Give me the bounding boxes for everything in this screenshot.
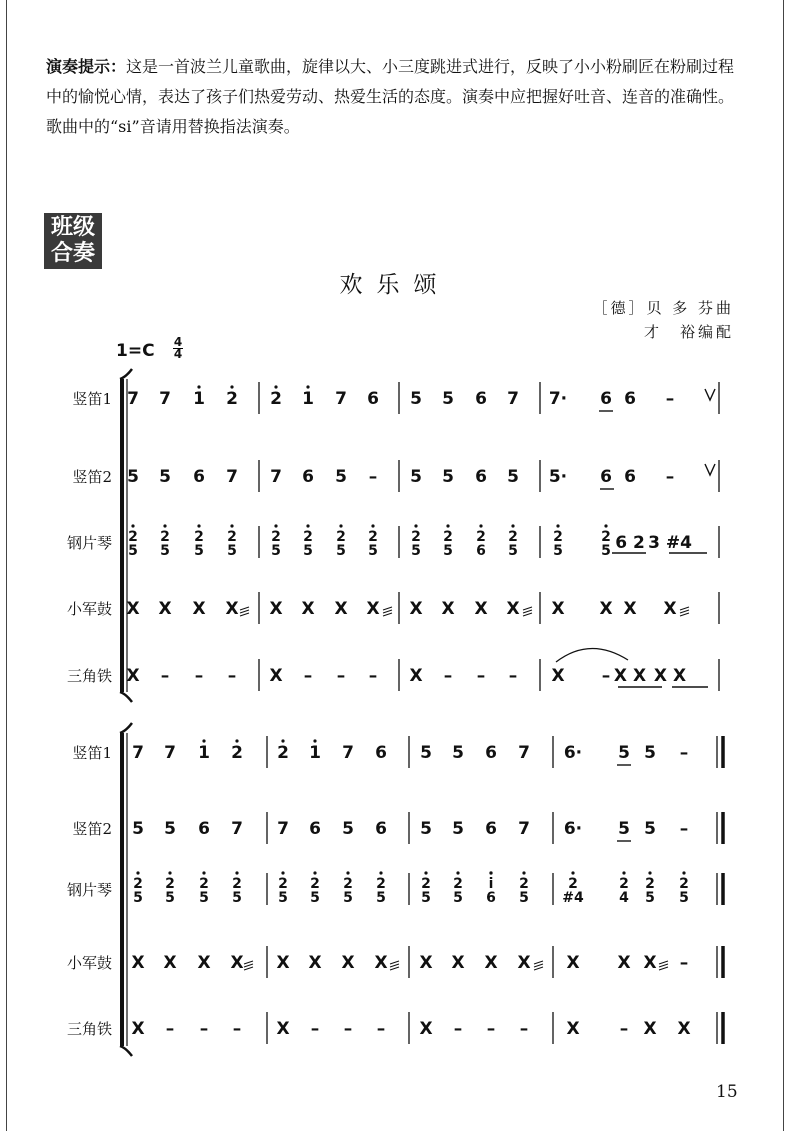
note: X	[506, 599, 520, 619]
note: 6	[193, 467, 205, 487]
chord-note-upper: 2	[619, 876, 629, 892]
note: 6	[485, 743, 497, 763]
note: 6 2	[615, 533, 645, 553]
note: 5	[410, 467, 422, 487]
note: 7	[231, 819, 243, 839]
chord-note-lower: 6	[476, 543, 486, 559]
note: –	[310, 1019, 320, 1039]
note: –	[368, 666, 378, 686]
chord-note-upper: 2	[519, 876, 529, 892]
note: X	[409, 666, 423, 686]
note: 6	[624, 389, 636, 409]
note: 2	[270, 389, 282, 409]
tie-arc	[556, 648, 628, 662]
note: 5	[644, 743, 656, 763]
chord-note-upper: 2	[165, 876, 175, 892]
chord-note-upper: 2	[227, 529, 237, 545]
note: –	[453, 1019, 463, 1039]
note: –	[227, 666, 237, 686]
note: –	[165, 1019, 175, 1039]
bracket-top-hook	[120, 723, 132, 733]
chord-note-lower: 5	[411, 543, 421, 559]
roll-mark	[240, 610, 249, 613]
song-title: 欢乐颂	[339, 272, 451, 298]
octave-dot	[235, 871, 238, 874]
octave-dot	[371, 524, 374, 527]
chord-note-lower: 5	[133, 890, 143, 906]
note: –	[679, 743, 689, 763]
chord-note-lower: 5	[553, 543, 563, 559]
instrument-label: 三角铁	[66, 1020, 112, 1038]
note: X	[663, 599, 677, 619]
roll-mark	[523, 613, 532, 616]
chord-note-upper: 2	[336, 529, 346, 545]
hint-text: 这是一首波兰儿童歌曲，旋律以大、小三度跳进式进行，反映了小小粉刷匠在粉刷过程中的愉悦心情，表达了孩子们热爱劳动、热爱生活的态度。演奏中应把握好吐音、连音的准确性。歌曲中的“si”音请用替换指法演奏。	[46, 57, 735, 136]
note: –	[336, 666, 346, 686]
roll-mark	[240, 607, 249, 610]
chord-note-upper: 2	[128, 529, 138, 545]
octave-dot	[339, 524, 342, 527]
note: 6	[485, 819, 497, 839]
note: X	[566, 1019, 580, 1039]
note: –	[679, 819, 689, 839]
note: 7	[127, 389, 139, 409]
octave-dot	[682, 871, 685, 874]
chord-note-lower: 5	[421, 890, 431, 906]
note: X	[551, 666, 565, 686]
chord-note-lower: 5	[303, 543, 313, 559]
note: 7	[518, 743, 530, 763]
note: X	[419, 1019, 433, 1039]
octave-dot	[489, 871, 492, 874]
time-signature-top: 4	[173, 335, 183, 349]
chord-note-upper: 2	[679, 876, 689, 892]
chord-note-upper: 2	[601, 529, 611, 545]
note: X	[158, 599, 172, 619]
note: 7	[342, 743, 354, 763]
instrument-label: 钢片琴	[66, 881, 112, 899]
chord-note-upper: 2	[368, 529, 378, 545]
chord-note-lower: 4	[619, 890, 629, 906]
chord-note-lower: 5	[601, 543, 611, 559]
chord-note-upper: 2	[376, 876, 386, 892]
note: 7	[277, 819, 289, 839]
roll-mark	[523, 607, 532, 610]
note: X	[131, 1019, 145, 1039]
note: X	[126, 599, 140, 619]
chord-note-upper: 2	[645, 876, 655, 892]
note: 6	[367, 389, 379, 409]
note: 7	[518, 819, 530, 839]
note: –	[343, 1019, 353, 1039]
octave-dot	[306, 385, 309, 388]
chord-note-lower: 5	[645, 890, 655, 906]
composer-credit: ［德］贝 多 芬曲	[592, 299, 734, 317]
roll-mark	[659, 964, 668, 967]
chord-note-lower: 5	[199, 890, 209, 906]
note: X	[308, 953, 322, 973]
note: X	[551, 599, 565, 619]
note: 2	[226, 389, 238, 409]
note: 1	[309, 743, 321, 763]
octave-dot	[556, 524, 559, 527]
chord-note-lower: 5	[376, 890, 386, 906]
note: X	[419, 953, 433, 973]
note: 2	[231, 743, 243, 763]
note: 6	[600, 389, 612, 409]
note: X	[623, 599, 637, 619]
note: 5	[335, 467, 347, 487]
note: –	[679, 953, 689, 973]
note: X	[341, 953, 355, 973]
roll-mark	[523, 610, 532, 613]
octave-dot	[202, 871, 205, 874]
octave-dot	[446, 524, 449, 527]
note: X	[409, 599, 423, 619]
chord-note-lower: 5	[310, 890, 320, 906]
chord-note-upper: i	[488, 876, 494, 892]
chord-note-lower: 5	[278, 890, 288, 906]
note: 5	[442, 467, 454, 487]
note: –	[443, 666, 453, 686]
note: –	[368, 467, 378, 487]
chord-note-upper: 2	[343, 876, 353, 892]
note: 5	[342, 819, 354, 839]
chord-note-lower: 5	[453, 890, 463, 906]
note: 2	[277, 743, 289, 763]
chord-note-upper: 2	[310, 876, 320, 892]
octave-dot	[456, 871, 459, 874]
octave-dot	[197, 385, 200, 388]
octave-dot	[346, 871, 349, 874]
note: X	[617, 953, 631, 973]
octave-dot	[414, 524, 417, 527]
note: –	[199, 1019, 209, 1039]
octave-dot	[424, 871, 427, 874]
chord-note-lower: 5	[368, 543, 378, 559]
note: 5	[452, 743, 464, 763]
octave-dot	[163, 524, 166, 527]
roll-mark	[390, 964, 399, 967]
breath-mark	[705, 389, 715, 400]
key-signature: 1=C	[116, 341, 155, 361]
chord-note-lower: 6	[486, 890, 496, 906]
instrument-label: 小军鼓	[66, 600, 112, 618]
chord-note-lower: 5	[271, 543, 281, 559]
roll-mark	[390, 967, 399, 970]
instrument-label: 竖笛1	[72, 744, 112, 762]
note: X	[269, 599, 283, 619]
octave-dot	[281, 739, 284, 742]
note: X	[276, 1019, 290, 1039]
hint-label: 演奏提示：	[46, 57, 127, 76]
octave-dot	[281, 871, 284, 874]
note: X X	[653, 666, 687, 686]
note: X	[131, 953, 145, 973]
note: 7	[132, 743, 144, 763]
note: –	[619, 1019, 629, 1039]
roll-mark	[244, 964, 253, 967]
chord-note-upper: 2	[271, 529, 281, 545]
instrument-label: 钢片琴	[66, 534, 112, 552]
octave-dot	[479, 524, 482, 527]
note: X	[163, 953, 177, 973]
chord-note-upper: 2	[508, 529, 518, 545]
note: –	[476, 666, 486, 686]
octave-dot	[379, 871, 382, 874]
note: X	[643, 1019, 657, 1039]
note: 5	[164, 819, 176, 839]
note: –	[160, 666, 170, 686]
chord-note-upper: 2	[568, 876, 578, 892]
note: X	[301, 599, 315, 619]
octave-dot	[230, 385, 233, 388]
chord-note-upper: 2	[194, 529, 204, 545]
chord-note-upper: 2	[553, 529, 563, 545]
note: 7·	[548, 389, 568, 409]
octave-dot	[604, 524, 607, 527]
note: 5	[410, 389, 422, 409]
note: X	[484, 953, 498, 973]
note: 6	[475, 389, 487, 409]
note: 1	[198, 743, 210, 763]
octave-dot	[136, 871, 139, 874]
roll-mark	[659, 961, 668, 964]
note: 6·	[563, 743, 583, 763]
roll-mark	[383, 610, 392, 613]
octave-dot	[235, 739, 238, 742]
chord-note-upper: 2	[199, 876, 209, 892]
octave-dot	[648, 871, 651, 874]
octave-dot	[511, 524, 514, 527]
octave-dot	[230, 524, 233, 527]
note: 5	[442, 389, 454, 409]
note: 7	[335, 389, 347, 409]
note: 6	[475, 467, 487, 487]
roll-mark	[240, 613, 249, 616]
chord-note-lower: 5	[232, 890, 242, 906]
note: X	[517, 953, 531, 973]
roll-mark	[390, 961, 399, 964]
note: 5	[420, 819, 432, 839]
arranger-credit: 才 裕编配	[643, 323, 734, 341]
octave-dot	[522, 871, 525, 874]
instrument-label: 三角铁	[66, 667, 112, 685]
note: X	[269, 666, 283, 686]
roll-mark	[534, 964, 543, 967]
chord-note-upper: 2	[421, 876, 431, 892]
chord-note-lower: 5	[519, 890, 529, 906]
note: 6	[302, 467, 314, 487]
note: 6	[198, 819, 210, 839]
chord-note-upper: 2	[133, 876, 143, 892]
note: X	[474, 599, 488, 619]
breath-mark	[705, 464, 715, 475]
note: 6	[375, 819, 387, 839]
note: X	[366, 599, 380, 619]
roll-mark	[383, 613, 392, 616]
octave-dot	[306, 524, 309, 527]
roll-mark	[680, 610, 689, 613]
chord-note-upper: 2	[232, 876, 242, 892]
bracket-top-hook	[120, 369, 132, 379]
chord-note-lower: 5	[128, 543, 138, 559]
note: X	[197, 953, 211, 973]
note: X	[451, 953, 465, 973]
note: 5	[618, 819, 630, 839]
note: X	[374, 953, 388, 973]
note: 3 #4	[648, 533, 692, 553]
note: 6·	[563, 819, 583, 839]
note: –	[486, 1019, 496, 1039]
note: –	[232, 1019, 242, 1039]
chord-note-upper: 2	[160, 529, 170, 545]
chord-note-lower: 5	[336, 543, 346, 559]
note: –	[508, 666, 518, 686]
time-signature-bottom: 4	[173, 347, 183, 361]
page-number: 15	[716, 1082, 738, 1102]
octave-dot	[313, 871, 316, 874]
chord-note-upper: 2	[278, 876, 288, 892]
note: 5	[420, 743, 432, 763]
instrument-label: 竖笛2	[72, 820, 112, 838]
chord-note-lower: 5	[165, 890, 175, 906]
instrument-label: 竖笛1	[72, 390, 112, 408]
note: X	[643, 953, 657, 973]
note: 5	[507, 467, 519, 487]
note: 1	[193, 389, 205, 409]
note: 6	[624, 467, 636, 487]
note: 5	[159, 467, 171, 487]
roll-mark	[534, 967, 543, 970]
note: 5	[618, 743, 630, 763]
note: X	[230, 953, 244, 973]
chord-note-lower: 5	[227, 543, 237, 559]
bracket-bottom-hook	[120, 1046, 132, 1056]
note: 7	[270, 467, 282, 487]
note: X	[225, 599, 239, 619]
octave-dot	[168, 871, 171, 874]
note: –	[601, 666, 611, 686]
note: X	[599, 599, 613, 619]
chord-note-upper: 2	[476, 529, 486, 545]
roll-mark	[244, 961, 253, 964]
octave-dot	[274, 524, 277, 527]
note: X	[441, 599, 455, 619]
note: X	[126, 666, 140, 686]
note: X	[334, 599, 348, 619]
note: 7	[226, 467, 238, 487]
octave-dot	[131, 524, 134, 527]
octave-dot	[313, 739, 316, 742]
note: 5	[644, 819, 656, 839]
octave-dot	[571, 871, 574, 874]
badge-line-1: 班级	[50, 215, 95, 240]
note: 7	[159, 389, 171, 409]
badge-line-2: 合奏	[50, 241, 95, 266]
note: 7	[164, 743, 176, 763]
chord-note-lower: 5	[160, 543, 170, 559]
bracket-bottom-hook	[120, 692, 132, 702]
octave-dot	[622, 871, 625, 874]
note: X	[276, 953, 290, 973]
chord-note-upper: 2	[453, 876, 463, 892]
note: –	[376, 1019, 386, 1039]
note: 7	[507, 389, 519, 409]
instrument-label: 竖笛2	[72, 468, 112, 486]
chord-note-lower: #4	[562, 890, 584, 906]
chord-note-upper: 2	[443, 529, 453, 545]
octave-dot	[202, 739, 205, 742]
roll-mark	[534, 961, 543, 964]
roll-mark	[244, 967, 253, 970]
note: 5	[452, 819, 464, 839]
chord-note-lower: 5	[443, 543, 453, 559]
chord-note-lower: 5	[508, 543, 518, 559]
roll-mark	[383, 607, 392, 610]
chord-note-upper: 2	[411, 529, 421, 545]
note: X	[566, 953, 580, 973]
chord-note-lower: 5	[343, 890, 353, 906]
note: 6	[600, 467, 612, 487]
chord-note-lower: 5	[194, 543, 204, 559]
octave-dot	[274, 385, 277, 388]
note: 6	[309, 819, 321, 839]
note: –	[665, 389, 675, 409]
note: 6	[375, 743, 387, 763]
roll-mark	[659, 967, 668, 970]
note: –	[665, 467, 675, 487]
note: –	[519, 1019, 529, 1039]
note: 5·	[548, 467, 568, 487]
note: 5	[132, 819, 144, 839]
note: X	[192, 599, 206, 619]
note: –	[194, 666, 204, 686]
octave-dot	[197, 524, 200, 527]
note: 5	[127, 467, 139, 487]
note: X X	[613, 666, 647, 686]
note: –	[303, 666, 313, 686]
note: X	[677, 1019, 691, 1039]
chord-note-upper: 2	[303, 529, 313, 545]
chord-note-lower: 5	[679, 890, 689, 906]
roll-mark	[680, 607, 689, 610]
roll-mark	[680, 613, 689, 616]
instrument-label: 小军鼓	[66, 954, 112, 972]
note: 1	[302, 389, 314, 409]
